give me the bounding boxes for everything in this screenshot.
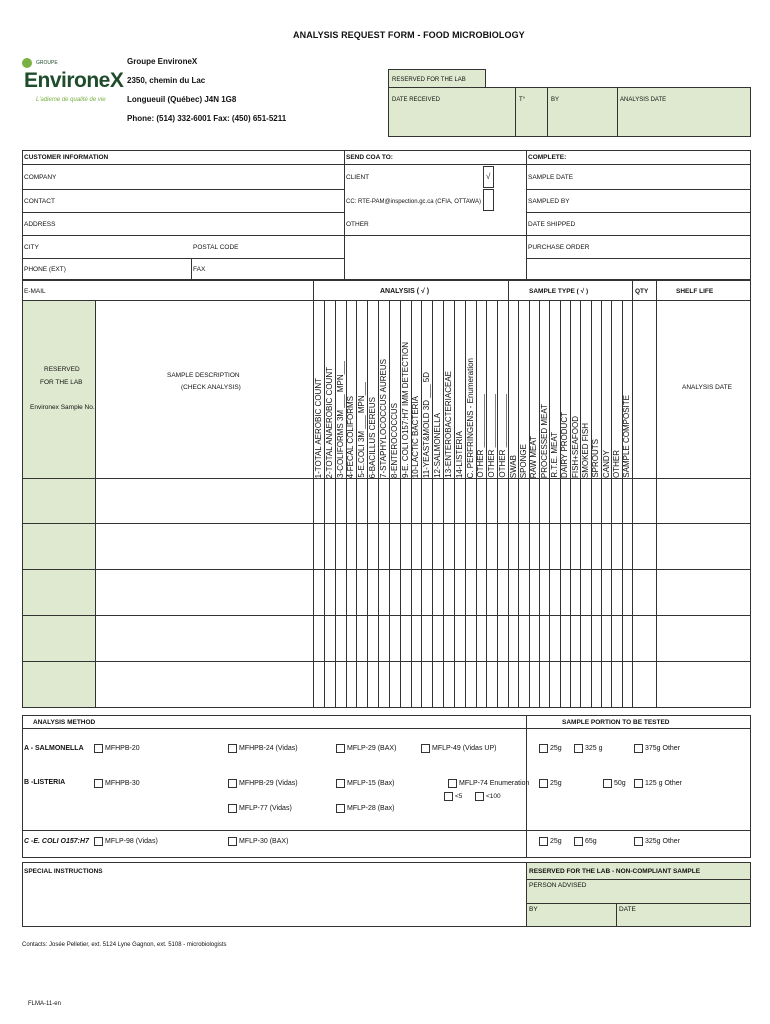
listeria-portion-3: 125 g Other [645,780,682,787]
listeria-option-5-checkbox[interactable] [228,804,237,813]
lab-analysis-date: ANALYSIS DATE [620,97,667,103]
ecoli-option-1-checkbox[interactable] [94,837,103,846]
sample_type-column-divider [570,300,571,708]
sample_type-column-divider [580,300,581,708]
info-section [22,150,751,280]
listeria-option-5: MFLP-77 (Vidas) [239,805,292,812]
lab-date-received: DATE RECEIVED [392,97,440,103]
analysis-column-label[interactable]: 12-SALMONELLA [433,413,443,478]
analysis-method-heading: ANALYSIS METHOD [33,719,96,726]
sample_type-column-divider [560,300,561,708]
reserved-label-1: RESERVED [44,366,80,373]
sample_type-column-divider [601,300,602,708]
ecoli-portion-3: 325g Other [645,838,681,845]
sample_type-column-divider [549,300,550,708]
analysis-column-label[interactable]: 5-E.COLI 3M ___ MPN___ [357,382,367,478]
salmonella-option-1: MFHPB-20 [105,745,140,752]
send-coa-other-field[interactable]: OTHER [346,221,369,228]
listeria-option-1: MFHPB-30 [105,780,140,787]
analysis-column-label[interactable]: 2-TOTAL ANAEROBIC COUNT [324,366,334,478]
analysis-column-label[interactable]: 11-YEAST&MOLD 3D ___ 5D [422,371,432,478]
purchase-order-field[interactable]: PURCHASE ORDER [528,244,590,251]
sample_type-column-label[interactable]: RAW MEAT [529,435,539,478]
analysis-column-label[interactable]: 1-TOTAL AEROBIC COUNT [313,377,323,478]
salmonella-portion-2: 325 g [585,745,603,752]
listeria-option-2-checkbox[interactable] [228,779,237,788]
ecoli-option-2-checkbox[interactable] [228,837,237,846]
analysis-column-divider [356,300,357,708]
contacts-line: Contacts: Josée Pelletier, ext. 5124 Lyne Gagnon, ext. 5108 - microbiologists [22,942,227,948]
analysis-column-label[interactable]: 4-FECAL COLIFORMS [346,395,356,478]
listeria-enum-2-checkbox[interactable] [475,792,484,801]
form-code: FLMA-11-en [28,1001,61,1007]
person-advised-field: PERSON ADVISED [529,882,587,889]
shelf-life-heading: SHELF LIFE [676,288,714,295]
listeria-enum-1: <5 [455,793,463,800]
analysis-column-divider [443,300,444,708]
ecoli-portion-2: 65g [585,838,597,845]
listeria-portion-3-checkbox[interactable] [634,779,643,788]
analysis-column-divider [346,300,347,708]
sample_type-column-divider [518,300,519,708]
salmonella-portion-1: 25g [550,745,562,752]
analysis-column-divider [497,300,498,708]
logo-leaf-icon [22,58,32,68]
analysis-column-label[interactable]: 10-LACTIC BACTERIA [411,395,421,478]
special-instructions-heading[interactable]: SPECIAL INSTRUCTIONS [24,868,103,875]
ecoli-option-2: MFLP-30 (BAX) [239,838,289,845]
sample_type-column-label[interactable]: FISH+SEAFOOD [570,415,580,478]
lab-by: BY [551,97,560,103]
salmonella-option-3: MFLP-29 (BAX) [347,745,397,752]
analysis-column-label[interactable]: C. PERFRINGENS - Enumeration [465,357,475,478]
analysis-column-label[interactable]: 9-E. COLI O157:H7 IMM DETECTION [400,341,410,478]
lab-box [388,87,751,137]
salmonella-option-4: MFLP-49 (Vidas UP) [432,745,497,752]
listeria-enum-1-checkbox[interactable] [444,792,453,801]
analysis-column-divider [389,300,390,708]
logo-name: EnvironeX [24,69,124,92]
sample_type-column-label[interactable]: SAMPLE COMPOSITE [622,395,632,478]
listeria-label: B -LISTERIA [24,779,66,786]
salmonella-option-2: MFHPB-24 (Vidas) [239,745,298,752]
sample-date-field[interactable]: SAMPLE DATE [528,174,574,181]
analysis-column-label[interactable]: 8-ENTEROCOCCUS [389,402,399,478]
check-analysis-label: (CHECK ANALYSIS) [181,384,241,391]
listeria-option-2: MFHPB-29 (Vidas) [239,780,298,787]
salmonella-option-1-checkbox[interactable] [94,744,103,753]
sample_type-column-label[interactable]: OTHER [612,450,621,478]
cc-checkbox[interactable] [483,189,494,211]
sample_type-column-label[interactable]: DAIRY PRODUCT [560,412,570,478]
customer-fax-field[interactable]: FAX [193,266,206,273]
page-title: ANALYSIS REQUEST FORM - FOOD MICROBIOLOGY [293,30,525,40]
analysis-column-divider [432,300,433,708]
non-compliant-by-field: BY [529,906,538,913]
environex-sample-no: Environex Sample No. [30,404,95,411]
non-compliant-date-field: DATE [619,906,636,913]
reserved-lab-column [23,301,95,707]
sample_type-column-label[interactable]: SPONGE [519,443,528,478]
analysis-column-divider [454,300,455,708]
ecoli-option-1: MFLP-98 (Vidas) [105,838,158,845]
sample-type-heading: SAMPLE TYPE ( √ ) [529,288,589,295]
sample_type-column-divider [591,300,592,708]
sample_type-column-divider [539,300,540,708]
listeria-portion-2: 50g [614,780,626,787]
date-shipped-field[interactable]: DATE SHIPPED [528,221,576,228]
analysis-column-divider [421,300,422,708]
salmonella-option-2-checkbox[interactable] [228,744,237,753]
send-coa-client: CLIENT [346,174,370,181]
analysis-column-label[interactable]: OTHER ____________ [487,394,497,478]
listeria-enum-2: <100 [486,793,501,800]
customer-company-field[interactable]: COMPANY [24,174,57,181]
lab-temp: T° [519,97,526,103]
send-coa-cc: CC: RTE-PAM@inspection.gc.ca (CFIA, OTTAWA) [346,199,481,205]
listeria-option-3: MFLP-15 (Bax) [347,780,395,787]
qty-heading: QTY [635,288,649,295]
customer-phone-field[interactable]: PHONE (EXT) [24,266,66,273]
customer-email-field[interactable]: E-MAIL [24,288,46,295]
ecoli-portion-3-checkbox[interactable] [634,837,643,846]
sample-description-label: SAMPLE DESCRIPTION [167,372,240,379]
listeria-option-4-checkbox[interactable] [448,779,457,788]
listeria-portion-1: 25g [550,780,562,787]
logo-group: GROUPE [36,60,58,66]
company-phone: Phone: (514) 332-6001 Fax: (450) 651-5211 [127,114,287,123]
analysis-column-label[interactable]: 6-BACILLUS CEREUS [368,396,378,478]
shelf-life-analysis-date: ANALYSIS DATE [682,384,732,391]
environex-logo [22,58,124,110]
lab-box-header [388,69,486,88]
sample_type-column-label[interactable]: SMOKED FISH [581,422,590,478]
listeria-option-3-checkbox[interactable] [336,779,345,788]
customer-city-field[interactable]: CITY [24,244,39,251]
sample_type-column-label[interactable]: SWAB [508,454,518,478]
ecoli-portion-1: 25g [550,838,562,845]
sample_type-column-divider [529,300,530,708]
ecoli-portion-2-checkbox[interactable] [574,837,583,846]
listeria-option-4: MFLP-74 Enumeration [459,780,530,787]
analysis-column-divider [367,300,368,708]
salmonella-portion-2-checkbox[interactable] [574,744,583,753]
analysis-column-label[interactable]: OTHER ____________ [498,394,508,478]
complete-heading: COMPLETE: [528,154,567,161]
listeria-option-6-checkbox[interactable] [336,804,345,813]
sample_type-column-divider [611,300,612,708]
reserved-label-2: FOR THE LAB [40,379,83,386]
analysis-column-divider [411,300,412,708]
sample_type-column-label[interactable]: PROCESSED MEAT [539,403,549,478]
salmonella-option-3-checkbox[interactable] [336,744,345,753]
sampled-by-field[interactable]: SAMPLED BY [528,198,570,205]
customer-address-field[interactable]: ADDRESS [24,221,56,228]
sample_type-column-label[interactable]: CANDY [601,449,611,478]
customer-postal-field[interactable]: POSTAL CODE [193,244,239,251]
salmonella-portion-3: 375g Other [645,745,681,752]
analysis-column-label[interactable]: 14-LISTERIA [454,430,464,478]
sample_type-column-divider [622,300,623,708]
listeria-option-1-checkbox[interactable] [94,779,103,788]
analysis-column-divider [486,300,487,708]
ecoli-portion-1-checkbox[interactable] [539,837,548,846]
analysis-column-divider [324,300,325,708]
salmonella-label: A - SALMONELLA [24,745,84,752]
lab-box-heading: RESERVED FOR THE LAB [392,77,466,83]
analysis-heading: ANALYSIS ( √ ) [380,288,430,295]
ecoli-label: C -E. COLI O157:H7 [24,838,89,845]
logo-tagline: L'adieme de qualité de vie [36,97,106,103]
salmonella-portion-3-checkbox[interactable] [634,744,643,753]
client-check-mark: √ [486,172,491,181]
company-name: Groupe EnvironeX [127,57,198,66]
company-city: Longueuil (Québec) J4N 1G8 [127,95,237,104]
listeria-portion-2-checkbox[interactable] [603,779,612,788]
sample-portion-heading: SAMPLE PORTION TO BE TESTED [562,719,670,726]
non-compliant-heading: RESERVED FOR THE LAB - NON-COMPLIANT SAMPLE [529,868,701,875]
listeria-portion-1-checkbox[interactable] [539,779,548,788]
sample_type-column-label[interactable]: SPROUTS [591,439,601,478]
salmonella-portion-1-checkbox[interactable] [539,744,548,753]
analysis-column-label[interactable]: OTHER ____________ [476,394,486,478]
analysis-grid [22,280,751,708]
customer-contact-field[interactable]: CONTACT [24,198,55,205]
salmonella-option-4-checkbox[interactable] [421,744,430,753]
send-coa-heading: SEND COA TO: [346,154,393,161]
client-checkbox[interactable] [483,166,494,188]
sample_type-column-label[interactable]: R.T.E. MEAT [550,432,559,478]
analysis-column-divider [476,300,477,708]
customer-heading: CUSTOMER INFORMATION [24,154,109,161]
analysis-column-label[interactable]: 3-COLIFORMS 3M ___ MPN___ [335,361,345,478]
analysis-column-label[interactable]: 7-STAPHYLOCOCCUS AUREUS [378,359,388,478]
company-street: 2350, chemin du Lac [127,76,206,85]
analysis-column-label[interactable]: 13-ENTEROBACTERIACEAE [443,371,453,478]
listeria-option-6: MFLP-28 (Bax) [347,805,395,812]
